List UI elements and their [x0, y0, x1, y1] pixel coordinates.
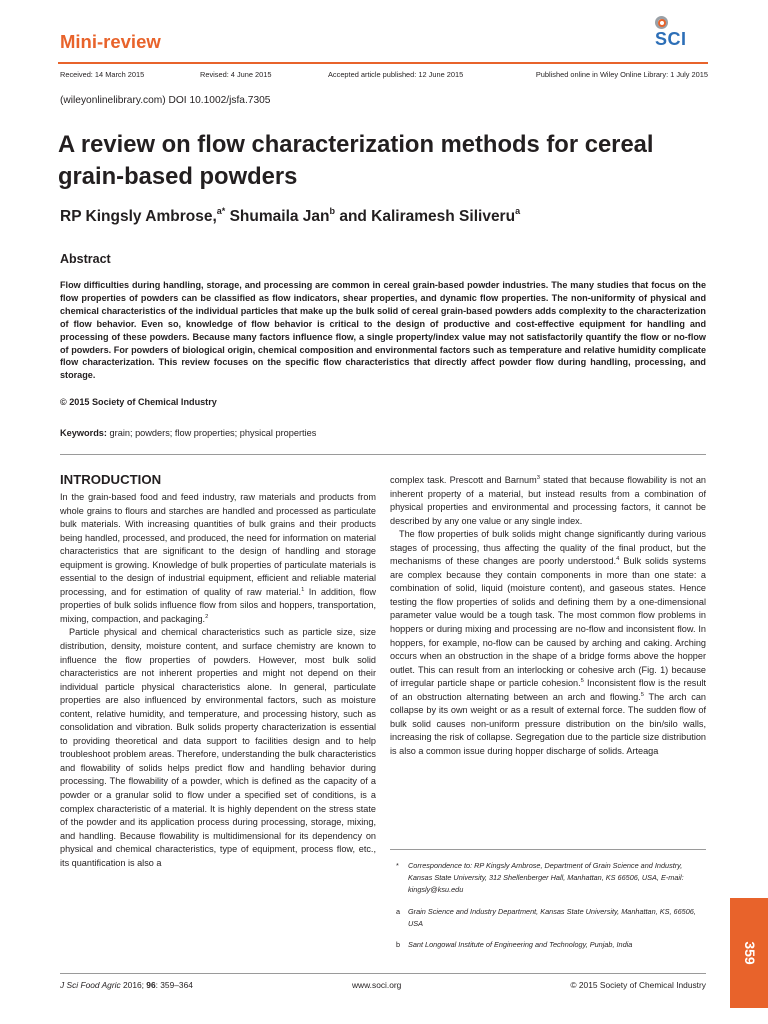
footer-copyright: © 2015 Society of Chemical Industry [570, 980, 706, 990]
paragraph [60, 491, 376, 626]
journal-name: J Sci Food Agric [60, 980, 121, 990]
citation-ref[interactable]: 2 [205, 613, 209, 620]
footer-divider [60, 973, 706, 974]
keywords [60, 428, 316, 438]
footnote-mark: * [396, 861, 399, 870]
section-divider [60, 454, 706, 455]
author-name: and Kaliramesh Siliveru [335, 208, 516, 225]
author-name: Shumaila Jan [225, 208, 330, 225]
author-affiliation-mark: b [329, 206, 336, 216]
date-accepted: Accepted article published: 12 June 2015 [328, 70, 464, 79]
author-affiliation-mark: a [515, 206, 521, 216]
journal-year: 2016; [120, 980, 147, 990]
introduction-heading: INTRODUCTION [60, 472, 162, 487]
page-number-tab [730, 898, 768, 1008]
footnote-affiliation-a [390, 906, 706, 930]
footnote-text: Grain Science and Industry Department, Kansas State University, Manhattan, KS, 66506, USA [408, 907, 696, 928]
journal-volume: 96 [146, 980, 156, 990]
author-name: RP Kingsly Ambrose, [60, 208, 217, 225]
paragraph: Particle physical and chemical characteristics such as particle size, size distribution, density, moisture content, and surface chemistry are known to influence the flow properties of powders. However, most bulk solid characteristics are not inherent properties and might not depend on their individual particle physical characteristics alone. In general, particulate properties are also influenced by environmental factors, such as moisture content, relative humidity, and temperature, and processing history, such as consolidation and vibration. Bulk solids property characterization is essential to providing theoretical and data support to facilities design and to help troubleshoot problem areas. Therefore, understanding the bulk characteristics and flowability of solids helps predict flow and handling behavior during processing. The flowability of a powder, which is defined as the capacity of a powder or a granular solid to flow under a specified set of conditions, is a complex characteristic of a material. It is highly dependent on the stress state of the powder and its application process during processing, storage, mixing, and handling. Because flowability is multidimensional for its dependency on physical and chemical characteristics, type of equipment, process flow, etc., its quantification is also a [60, 627, 376, 868]
abstract-body: Flow difficulties during handling, storage, and processing are common in cereal grain-based powder industries. The many studies that focus on the flow properties of powders can be classified as flow indicators, shear properties, and dynamic flow properties. The non-uniformity of physical and chemical characteristics of the individual particles that make up the bulk solid of cereal grain-based powders adds complexity to the characterization of flow behavior. Even so, knowledge of flow behavior is critical to the design of productive and cost-effective equipment for handling and processing of these powders. Because many factors influence flow, a single property/index value may not satisfactorily quantify the flow or no-flow of powders. For powders of biological origin, chemical composition and environmental factors such as temperature and relative humidity complicate flow characterization. This review focuses on the specific flow characteristics that directly affect powder flow during handling, processing, and storage. [60, 280, 706, 381]
text-run: complex task. Prescott and Barnum [390, 475, 537, 485]
date-published: Published online in Wiley Online Library: 1 July 2015 [535, 70, 708, 79]
text-run: Inconsistent flow is the result of an obstruction alternating between an arch and flowing. [390, 678, 706, 702]
footnote-text: Correspondence to: RP Kingsly Ambrose, Department of Grain Science and Industry, Kansas State University, 312 Shellenberger Hall, Manhattan, KS 66506, USA, E-mail: kingsly@ksu.edu [408, 861, 684, 894]
author-affiliation-mark: a* [216, 206, 226, 216]
text-run: In the grain-based food and feed industry, raw materials and products from whole grains to flours and starches are handled and processed as particulate bulk materials. With increasing quantities of bulk grains and their products being handled, processed, and produced, the need for information on material characteristics that are significant to the design of handling and storage equipment is growing. Knowledge of bulk properties of particulate materials is essential to the design of industrial equipment, efficient and reliable material processing, and for estimation of quality of raw material. [60, 492, 376, 597]
author-list [60, 208, 520, 226]
date-revised: Revised: 4 June 2015 [200, 70, 272, 79]
citation-ref[interactable]: 1 [301, 586, 305, 593]
text-run: stated that because flowability is not an inherent property of a material, but instead results from a combination of physical properties and environmental and processing factors, it cannot be described by any one value or any single index. [390, 475, 706, 526]
date-received: Received: 14 March 2015 [60, 70, 145, 79]
footnote-mark: b [396, 940, 401, 949]
keywords-values: grain; powders; flow properties; physical properties [106, 428, 317, 438]
keywords-label: Keywords: [60, 428, 107, 438]
citation-ref[interactable]: 3 [536, 475, 540, 481]
footnote-affiliation-b [390, 939, 706, 951]
footnote-text: Sant Longowal Institute of Engineering and Technology, Punjab, India [408, 940, 633, 949]
text-run: Bulk solids systems are complex because they contain components in more than one state: a combination of solid, liquid (moisture content), and gaseous states. Hence testing the flow properties of solids and defining them by a one-dimensional parameter value would be a tough task. The most common flow problems in hoppers or during mixing and processing are no-flow and inconsistent flow. In hoppers, for example, no-flow can be caused by arching and caking. Arching occurs when an obstruction in the shape of a bridge forms above the hopper outlet. This can result from an interlocking or cohesive arch (Fig. 1) because of irregular particle shape or particle cohesion. [390, 556, 706, 689]
paragraph [390, 528, 706, 758]
footnote-correspondence [390, 860, 706, 896]
left-text-column [60, 491, 376, 870]
paragraph [390, 474, 706, 528]
page-number: 359 [742, 941, 758, 965]
footer-journal-citation [60, 980, 193, 990]
text-run: The flow properties of bulk solids might change significantly during various stages of processing, thus affecting the quality of the final product, but the mechanisms of these changes are poorly understood. [390, 529, 706, 567]
sci-logo [644, 16, 708, 56]
section-label: Mini-review [60, 31, 161, 52]
journal-pages: : 359–364 [155, 980, 193, 990]
doi-link[interactable]: (wileyonlinelibrary.com) DOI 10.1002/jsfa.7305 [60, 95, 271, 106]
abstract-heading: Abstract [60, 252, 111, 266]
paper-title: A review on flow characterization methods for cereal grain-based powders [58, 131, 654, 190]
footnote-divider [390, 849, 706, 850]
abstract-copyright: © 2015 Society of Chemical Industry [60, 397, 217, 407]
citation-ref[interactable]: 5 [580, 678, 584, 685]
right-text-column [390, 474, 706, 758]
logo-inner-ring-icon [658, 19, 666, 27]
header-divider [58, 62, 708, 64]
citation-ref[interactable]: 5 [640, 691, 645, 698]
text-run: In addition, flow properties of bulk solids influence flow from silos and hoppers, transportation, mixing, compaction, and packaging. [60, 586, 376, 624]
footnote-mark: a [396, 907, 401, 916]
logo-text: SCI [655, 29, 687, 49]
citation-ref[interactable]: 4 [616, 556, 620, 563]
text-run: The arch can collapse by its own weight or as a result of external force. The sudden flow of bulk solid causes non-uniform pressure distribution on the bin/silo walls, increasing the risk of collapse. Segregation due to the particle size distribution is also a common issue during hopper discharge of solids. Arteaga [390, 691, 706, 756]
footer-url-link[interactable]: www.soci.org [352, 980, 402, 990]
